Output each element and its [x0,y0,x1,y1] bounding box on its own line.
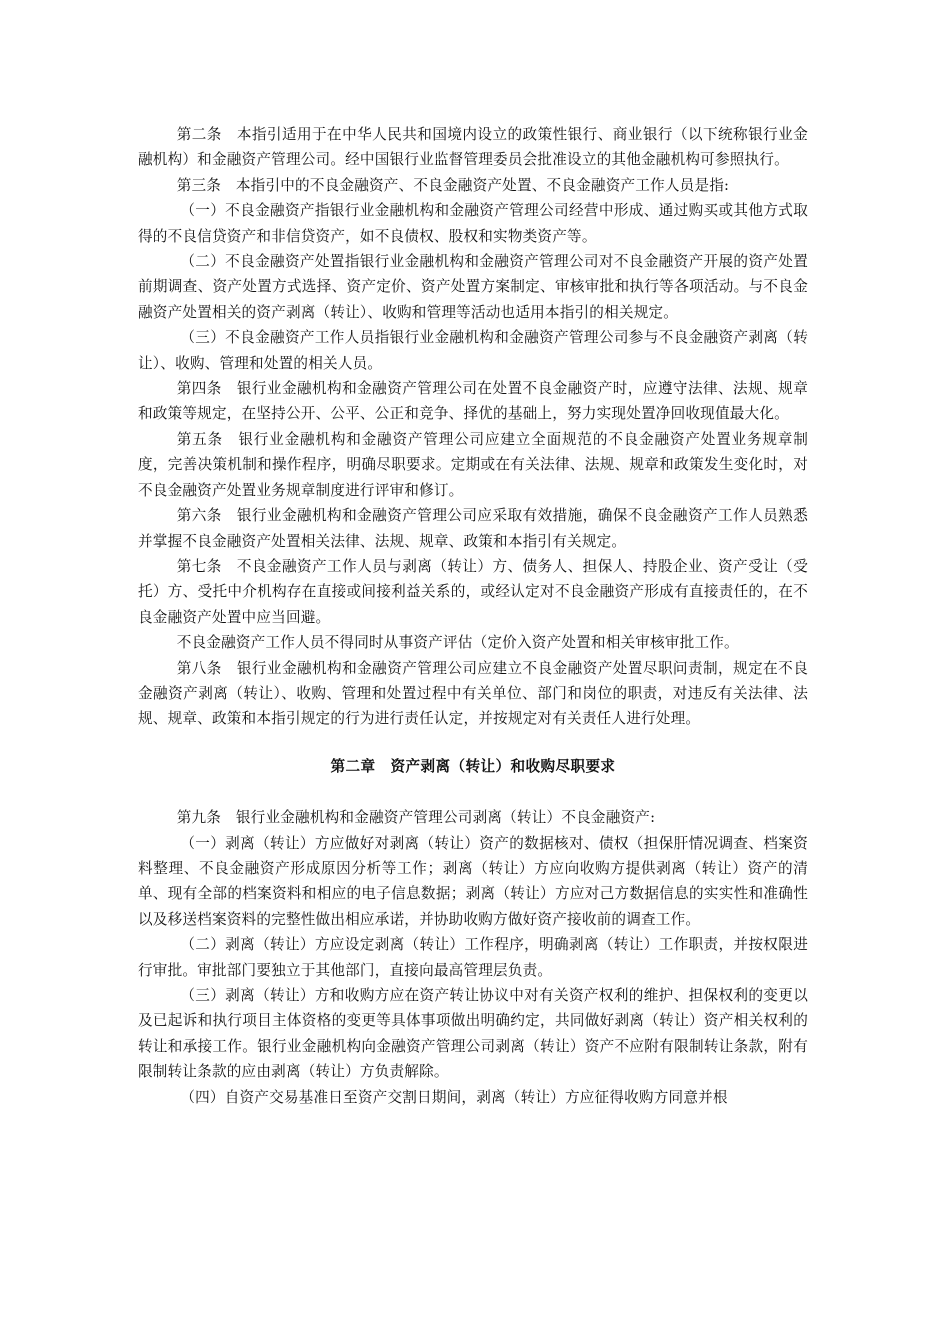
article-9: 第九条 银行业金融机构和金融资产管理公司剥离（转让）不良金融资产: [176,809,656,827]
article-9-item-4: （四）自资产交易基准日至资产交割日期间，剥离（转让）方应征得收购方同意并根 [180,1088,728,1106]
article-3: 第三条 本指引中的不良金融资产、不良金融资产处置、不良金融资产工作人员是指: [176,176,730,194]
article-2: 第二条 本指引适用于在中华人民共和国境内设立的政策性银行、商业银行（以下统称银行业金融机构）和金融资产管理公司。经中国银行业监督管理委员会批准设立的其他金融机构可参照执行。 [138,126,808,169]
article-8: 第八条 银行业金融机构和金融资产管理公司应建立不良金融资产处置尽职问责制，规定在不良金融资产剥离（转让）、收购、管理和处置过程中有关单位、部门和岗位的职责，对违反有关法律、法规、规章、政策和本指引规定的行为进行责任认定，并按规定对有关责任人进行处理。 [138,659,808,728]
article-7-note: 不良金融资产工作人员不得同时从事资产评估（定价入资产处置和相关审核审批工作。 [176,634,739,652]
article-3-item-1: （一）不良金融资产指银行业金融机构和金融资产管理公司经营中形成、通过购买或其他方式取得的不良信贷资产和非信贷资产，如不良债权、股权和实物类资产等。 [138,202,808,245]
document-body [138,122,808,1110]
article-5: 第五条 银行业金融机构和金融资产管理公司应建立全面规范的不良金融资产处置业务规章制度，完善决策机制和操作程序，明确尽职要求。定期或在有关法律、法规、规章和政策发生变化时，对不良金融资产处置业务规章制度进行评审和修订。 [138,430,808,499]
article-3-item-3: （三）不良金融资产工作人员指银行业金融机构和金融资产管理公司参与不良金融资产剥离（转让）、收购、管理和处置的相关人员。 [138,329,808,372]
article-4: 第四条 银行业金融机构和金融资产管理公司在处置不良金融资产时，应遵守法律、法规、规章和政策等规定，在坚持公开、公平、公正和竞争、择优的基础上，努力实现处置净回收现值最大化。 [138,380,808,423]
article-9-item-3: （三）剥离（转让）方和收购方应在资产转让协议中对有关资产权利的维护、担保权利的变更以及已起诉和执行项目主体资格的变更等具体事项做出明确约定，共同做好剥离（转让）资产相关权利的转让和承接工作。银行业金融机构向金融资产管理公司剥离（转让）资产不应附有限制转让条款，附有限制转让条款的应由剥离（转让）方负责解除。 [138,987,808,1081]
article-6: 第六条 银行业金融机构和金融资产管理公司应采取有效措施，确保不良金融资产工作人员熟悉并掌握不良金融资产处置相关法律、法规、规章、政策和本指引有关规定。 [138,507,808,550]
article-7: 第七条 不良金融资产工作人员与剥离（转让）方、债务人、担保人、持股企业、资产受让（受托）方、受托中介机构存在直接或间接利益关系的，或经认定对不良金融资产形成有直接责任的，在不良金融资产处置中应当回避。 [138,557,808,626]
article-9-item-2: （二）剥离（转让）方应设定剥离（转让）工作程序，明确剥离（转让）工作职责，并按权限进行审批。审批部门要独立于其他部门，直接向最高管理层负责。 [138,936,808,979]
article-9-item-1: （一）剥离（转让）方应做好对剥离（转让）资产的数据核对、债权（担保肝情况调查、档案资料整理、不良金融资产形成原因分析等工作；剥离（转让）方应向收购方提供剥离（转让）资产的清单、现有全部的档案资料和相应的电子信息数据；剥离（转让）方应对己方数据信息的实实性和准确性以及移送档案资料的完整性做出相应承诺，并协助收购方做好资产接收前的调查工作。 [138,834,808,928]
article-3-item-2: （二）不良金融资产处置指银行业金融机构和金融资产管理公司对不良金融资产开展的资产处置前期调查、资产处置方式选择、资产定价、资产处置方案制定、审核审批和执行等各项活动。与不良金融资产处置相关的资产剥离（转让）、收购和管理等活动也适用本指引的相关规定。 [138,253,808,321]
chapter-heading: 第二章 资产剥离（转让）和收购尽职要求 [330,757,616,775]
